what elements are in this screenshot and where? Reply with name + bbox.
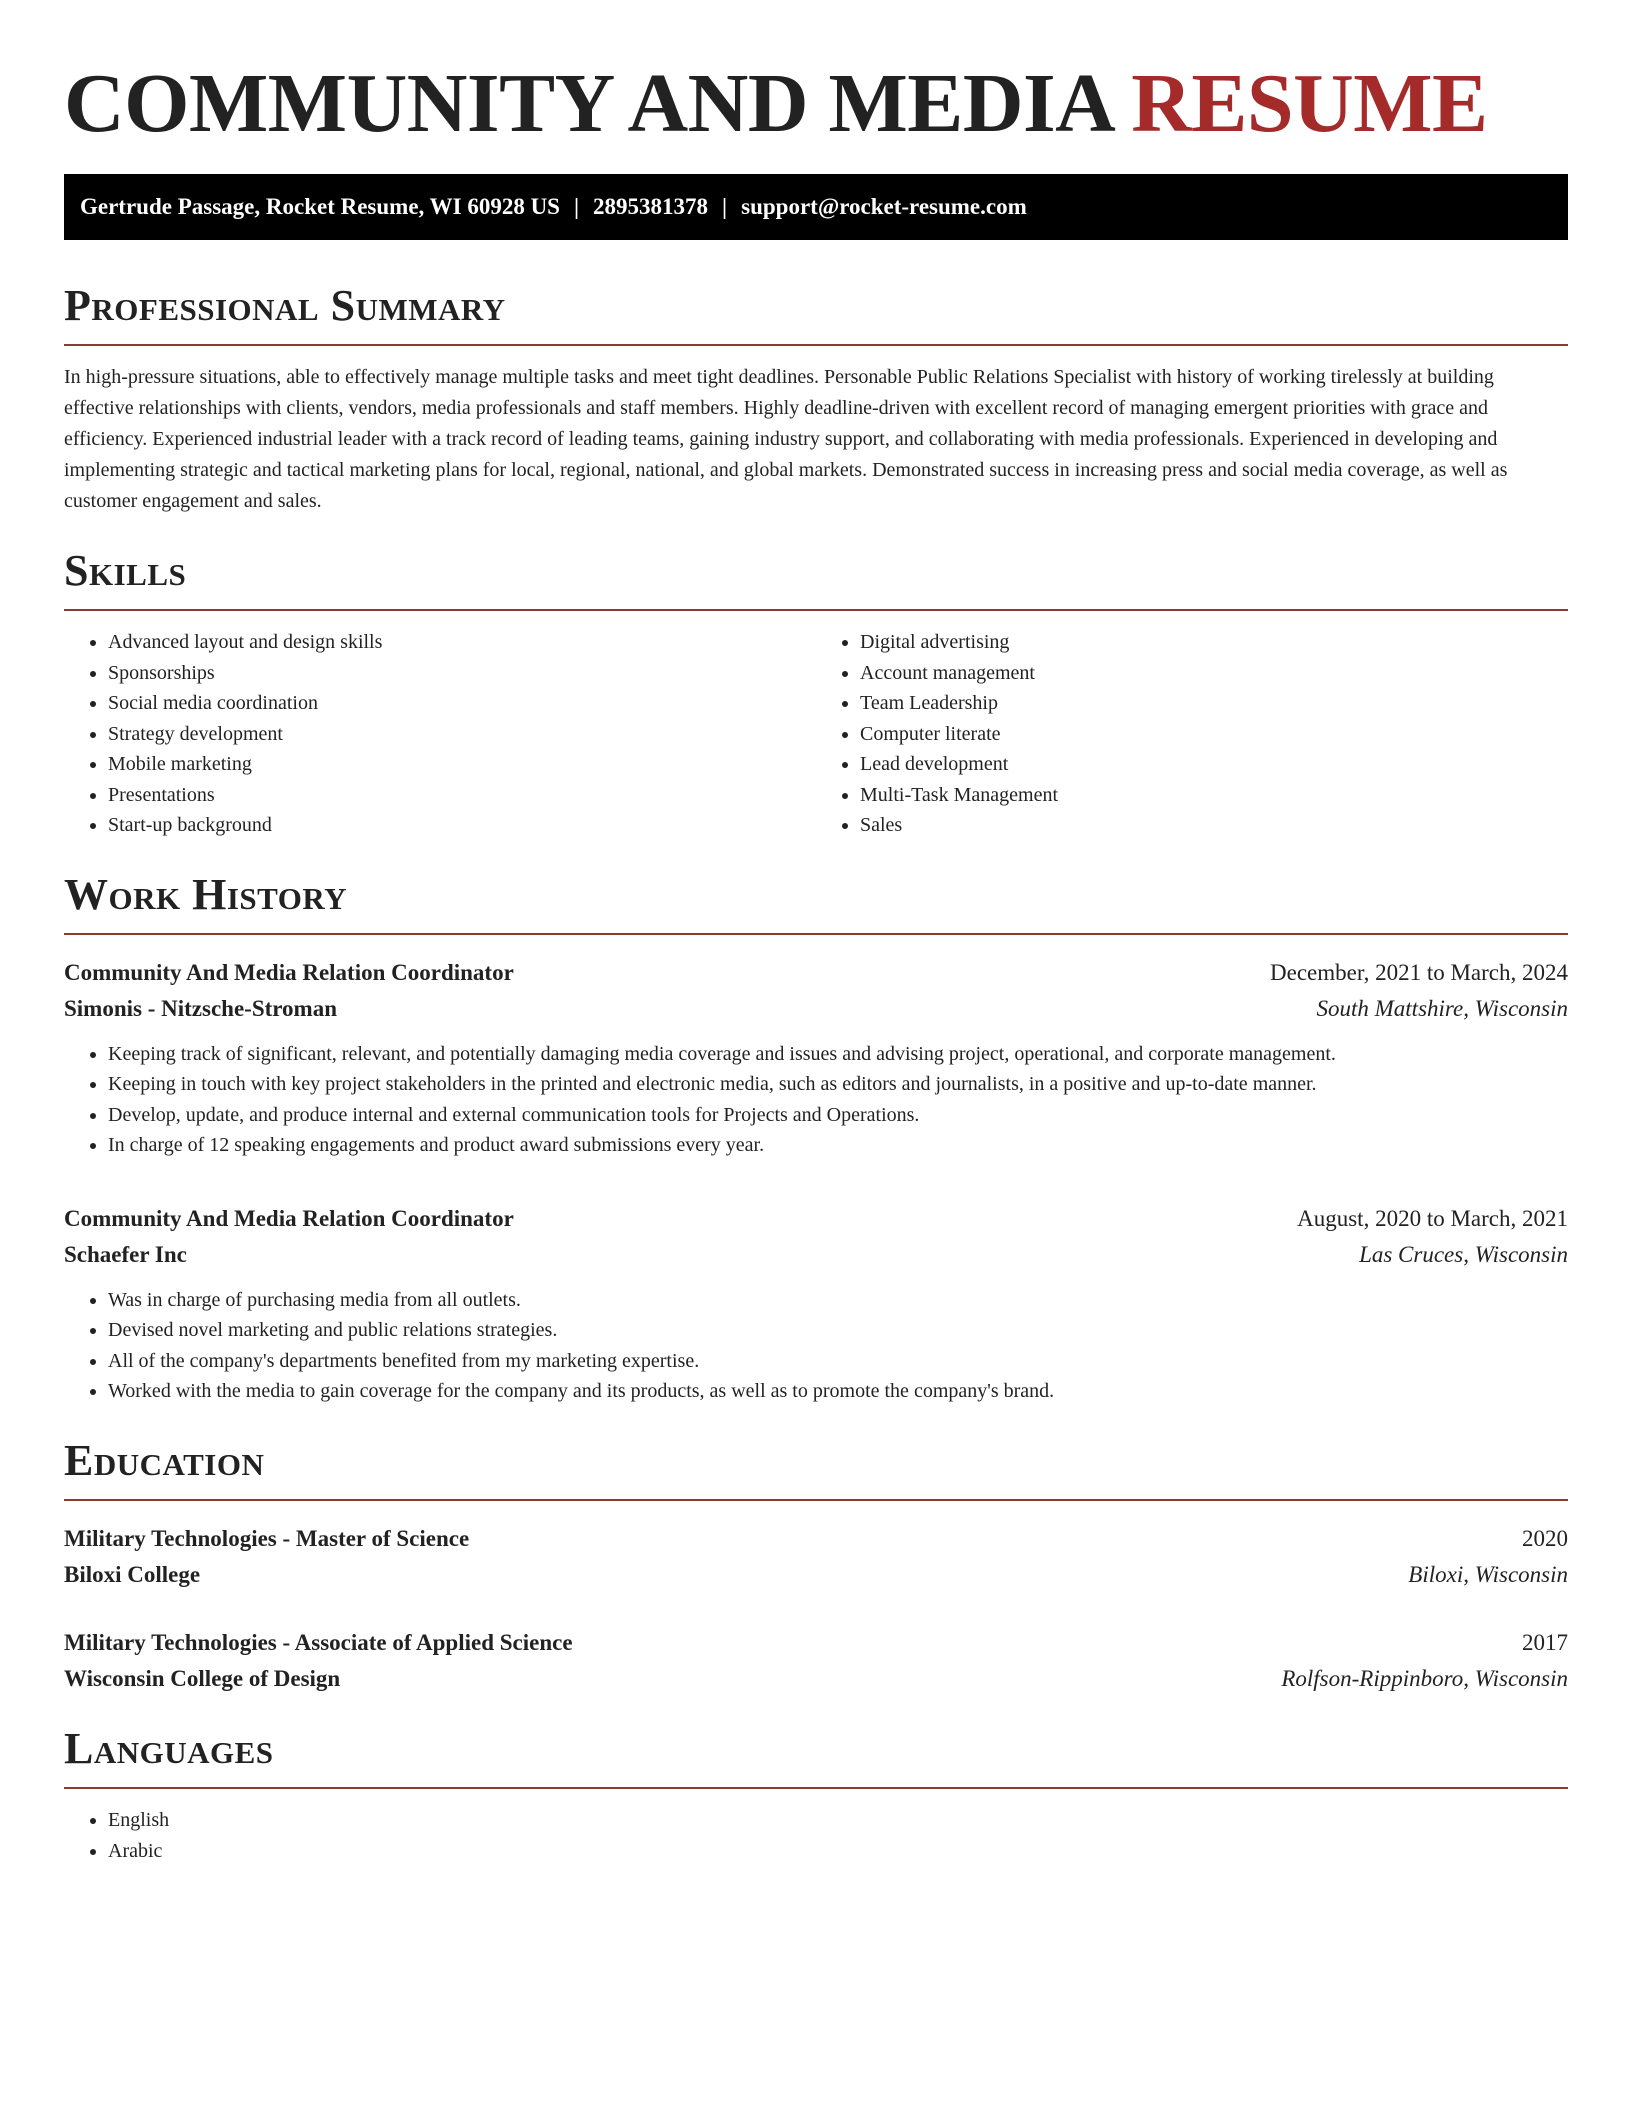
education-location: Biloxi, Wisconsin: [1408, 1561, 1568, 1587]
skill-item: • Team Leadership: [860, 688, 1568, 719]
contact-bar: [64, 174, 1568, 240]
contact-separator: |: [573, 194, 580, 219]
job-company: Simonis - Nitzsche-Stroman: [64, 995, 338, 1021]
job-bullet: • Keeping track of significant, relevant, and potentially damaging media coverage and issues and advising project, operational, and corporate management.: [108, 1039, 1568, 1070]
skills-columns: [64, 627, 1568, 841]
job-bullet: • Worked with the media to gain coverage for the company and its products, as well as to promote the company's brand.: [108, 1376, 1568, 1407]
skill-item: • Account management: [860, 658, 1568, 689]
job-entry: [64, 1201, 1568, 1407]
job-bullet: • Devised novel marketing and public relations strategies.: [108, 1315, 1568, 1346]
skill-item: • Mobile marketing: [108, 749, 816, 780]
education-section: [64, 1437, 1568, 1697]
work-history-section: [64, 871, 1568, 1407]
education-degree: Military Technologies - Master of Science: [64, 1525, 470, 1551]
education-year: 2020: [1522, 1525, 1568, 1551]
skill-item: • Sales: [860, 810, 1568, 841]
education-degree-row: [64, 1625, 1568, 1661]
job-header-row: [64, 1201, 1568, 1237]
education-degree: Military Technologies - Associate of Applied Science: [64, 1629, 573, 1655]
contact-email[interactable]: support@rocket-resume.com: [741, 194, 1027, 219]
job-bullets: [64, 1285, 1568, 1407]
contact-address: Gertrude Passage, Rocket Resume, WI 60928 US: [80, 194, 560, 219]
education-entry: [64, 1625, 1568, 1697]
job-bullet: • All of the company's departments benefited from my marketing expertise.: [108, 1346, 1568, 1377]
job-dates: August, 2020 to March, 2021: [1297, 1205, 1568, 1231]
summary-section: [64, 282, 1568, 517]
title-main: COMMUNITY AND MEDIA: [64, 57, 1111, 150]
skill-item: • Advanced layout and design skills: [108, 627, 816, 658]
job-company-row: [64, 1237, 1568, 1273]
skill-item: • Start-up background: [108, 810, 816, 841]
job-bullet: • Develop, update, and produce internal and external communication tools for Projects and Operations.: [108, 1100, 1568, 1131]
languages-list: [64, 1805, 1568, 1867]
skill-item: • Presentations: [108, 780, 816, 811]
contact-phone: 2895381378: [593, 194, 709, 219]
section-heading-work: Work History: [64, 869, 348, 919]
job-location: Las Cruces, Wisconsin: [1359, 1241, 1568, 1267]
section-divider: [64, 609, 1568, 611]
education-location: Rolfson-Rippinboro, Wisconsin: [1281, 1665, 1568, 1691]
education-school: Biloxi College: [64, 1561, 201, 1587]
section-heading-summary: Professional Summary: [64, 281, 506, 330]
education-school: Wisconsin College of Design: [64, 1665, 341, 1691]
job-bullet: • Was in charge of purchasing media from all outlets.: [108, 1285, 1568, 1316]
job-company-row: [64, 991, 1568, 1027]
summary-text: In high-pressure situations, able to effectively manage multiple tasks and meet tight deadlines. Personable Public Relations Specialist with history of working tirelessly at building effective relationships with clients, vendors, media professionals and staff members. Highly deadline-driven with excellent record of managing emergent priorities with grace and efficiency. Experienced industrial leader with a track record of leading teams, gaining industry support, and collaborating with media professionals. Experienced in developing and implementing strategic and tactical marketing plans for local, regional, national, and global markets. Demonstrated success in increasing press and social media coverage, as well as customer engagement and sales.: [64, 366, 1508, 512]
job-title: Community And Media Relation Coordinator: [64, 1205, 514, 1231]
education-year: 2017: [1522, 1629, 1568, 1655]
education-entry: [64, 1521, 1568, 1593]
job-company: Schaefer Inc: [64, 1241, 187, 1267]
skill-item: • Digital advertising: [860, 627, 1568, 658]
job-location: South Mattshire, Wisconsin: [1316, 995, 1568, 1021]
skill-item: • Multi-Task Management: [860, 780, 1568, 811]
skill-item: • Lead development: [860, 749, 1568, 780]
contact-separator: |: [722, 194, 728, 219]
section-heading-education: Education: [64, 1435, 265, 1485]
job-dates: December, 2021 to March, 2024: [1270, 959, 1568, 985]
section-divider: [64, 933, 1568, 935]
language-item: • English: [108, 1805, 1568, 1836]
job-entry: [64, 955, 1568, 1161]
skills-list-left: [64, 627, 816, 841]
education-school-row: [64, 1661, 1568, 1697]
job-title: Community And Media Relation Coordinator: [64, 959, 514, 985]
skill-item: • Strategy development: [108, 719, 816, 750]
education-school-row: [64, 1557, 1568, 1593]
skill-item: • Sponsorships: [108, 658, 816, 689]
section-heading-skills: Skills: [64, 546, 187, 595]
skills-section: [64, 547, 1568, 841]
section-divider: [64, 1499, 1568, 1501]
skills-list-right: [816, 627, 1568, 841]
section-divider: [64, 344, 1568, 346]
job-bullet: • Keeping in touch with key project stakeholders in the printed and electronic media, such as editors and journalists, in a positive and up-to-date manner.: [108, 1069, 1568, 1100]
title-accent: RESUME: [1131, 57, 1488, 150]
section-heading-languages: Languages: [64, 1723, 274, 1773]
resume-title: [64, 0, 1568, 150]
job-header-row: [64, 955, 1568, 991]
language-item: • Arabic: [108, 1836, 1568, 1867]
education-degree-row: [64, 1521, 1568, 1557]
job-bullets: [64, 1039, 1568, 1161]
skill-item: • Computer literate: [860, 719, 1568, 750]
section-divider: [64, 1787, 1568, 1789]
job-bullet: • In charge of 12 speaking engagements and product award submissions every year.: [108, 1130, 1568, 1161]
skill-item: • Social media coordination: [108, 688, 816, 719]
languages-section: [64, 1725, 1568, 1867]
